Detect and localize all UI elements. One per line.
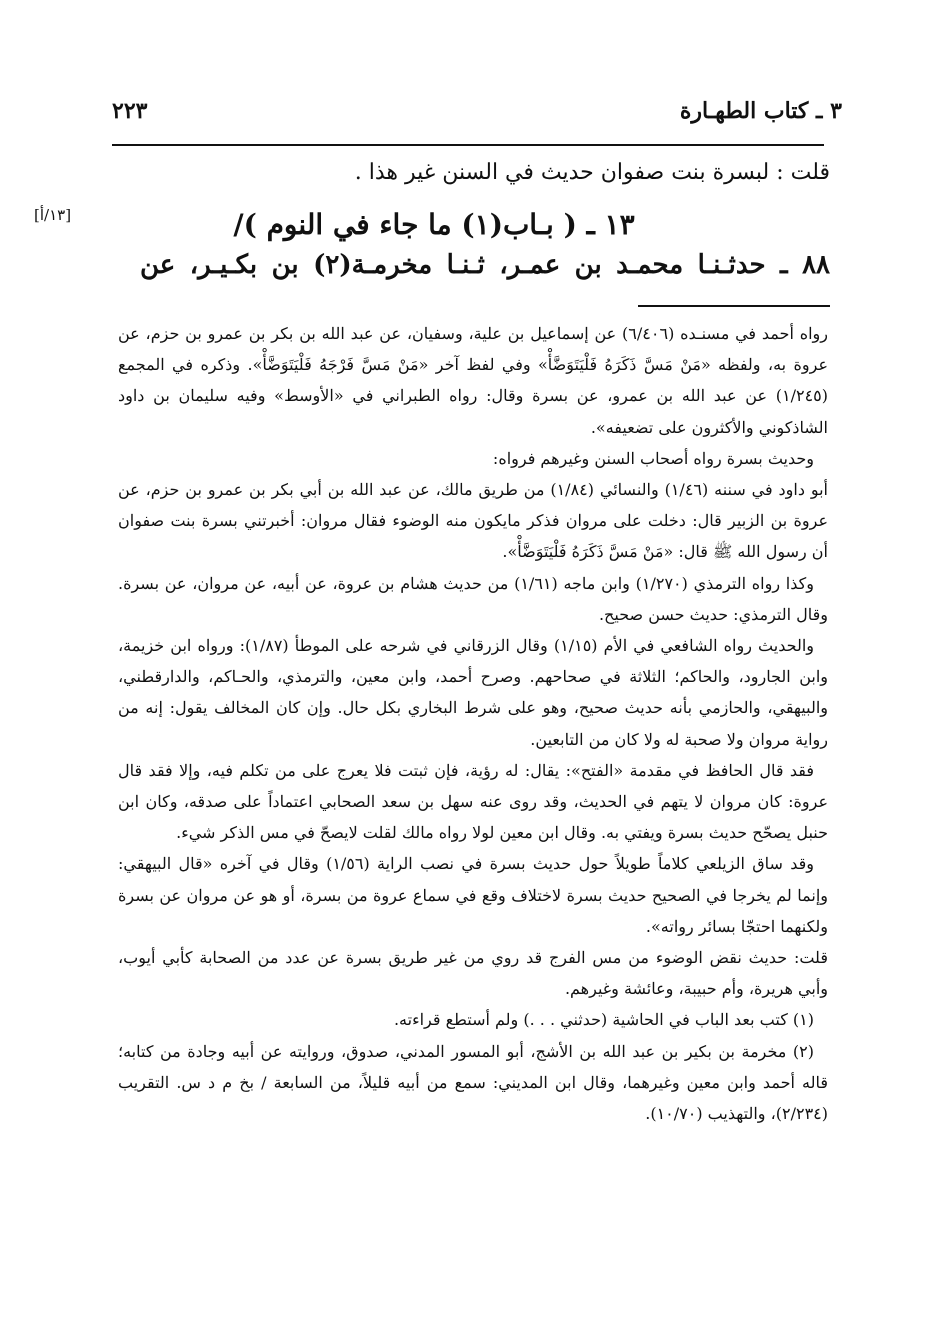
page-number: ٢٢٣ xyxy=(112,98,148,124)
footnote-paragraph: وقد ساق الزيلعي كلاماً طويلاً حول حديث بسرة في نصب الراية (١/٥٦) وقال في آخره «قال البيهقي: وإنما لم يخرجا في الصحيح حديث بسرة لاختلاف وقع في سماع عروة من بسرة، أو هو عن مروان عن بسرة ولكنهما احتجّا بسائر رواته». xyxy=(118,854,828,936)
chapter-heading: ١٣ ـ ( بـاب(١) ما جاء في النوم )/ xyxy=(233,208,635,241)
footnote-paragraph: فقد قال الحافظ في مقدمة «الفتح»: يقال: له رؤية، فإن ثبتت فلا يعرج على من تكلم فيه، وإلا فقد قال عروة: كان مروان لا يتهم في الحديث، وقد روى عنه سهل بن سعد الصحابي اعتماداً على صدقه، وكان ابن حنبل يصحّح حديث بسرة ويفتي به. وقال ابن معين لولا رواه مالك لقلت لايصحّ في مس الذكر شيء. xyxy=(118,760,828,843)
footnote-paragraph: رواه أحمد في مسنـده (٦/٤٠٦) عن إسماعيل بن علية، وسفيان، عن عبد الله بن بكر بن عمرو بن حزم، عن عروة به، ولفظه «مَنْ مَسَّ ذَكَرَهُ فَلْيَتَوَضَّأْ» وفي لفظ آخر «مَنْ مَسَّ فَرْجَهُ فَلْيَتَوَضَّأْ». وذكره في المجمع (١/٢٤٥) عن عبد الله بن عمرو، عن بسرة وقال: رواه الطبراني في «الأوسط» وفيه سليمان بن داود الشاذكوني والأكثرون على تضعيفه». xyxy=(118,324,828,437)
hadith-line: ٨٨ ـ حدثـنـا محمـد بن عمـر، ثـنـا مخرمـة(٢) بن بكـيـر، عن xyxy=(140,250,831,280)
footnote-rule xyxy=(638,305,830,307)
header-rule xyxy=(112,144,824,146)
running-header-title: ٣ ـ كتاب الطهـارة xyxy=(679,98,842,124)
footnote-paragraph: أبو داود في سننه (١/٤٦) والنسائي (١/٨٤) من طريق مالك، عن عبد الله بن أبي بكر بن عمرو بن حزم، عن عروة بن الزبير قال: دخلت على مروان فذكر مايكون منه الوضوء فقال مروان: أخبرتني بسرة بنت صفوان أن رسول الله ﷺ قال: «مَنْ مَسَّ ذَكَرَهُ فَلْيَتَوَضَّأْ». xyxy=(118,480,829,562)
footnote-paragraph: قلت: حديث نقض الوضوء من مس الفرج قد روي من غير طريق بسرة عن عدد من الصحابة كأبي أيوب، وأبي هريرة، وأم حبيبة، وعائشة وغيرهم. xyxy=(118,948,828,999)
margin-manuscript-ref: [١٣/أ] xyxy=(34,206,72,224)
footnote-paragraph: والحديث رواه الشافعي في الأم (١/١٥) وقال الزرقاني في شرحه على الموطأ (١/٨٧): ورواه ابن خزيمة، وابن الجارود، والحاكم؛ الثلاثة في صحاحهم. وصرح أحمد، وابن معين، والترمذي، والحـاكم، والدارقطني، والبيهقي، والحازمي بأنه حديث صحيح، وهو على شرط البخاري بكل حال. وإن كان المخالف يقول: إنه من رواية مروان ولا صحبة له ولا كان من التابعين. xyxy=(118,636,828,749)
footnote-paragraph: وكذا رواه الترمذي (١/٢٧٠) وابن ماجه (١/٦١) من حديث هشام بن عروة، عن أبيه، عن مروان، عن بسرة. وقال الترمذي: حديث حسن صحيح. xyxy=(118,573,828,624)
footnote-2: (٢) مخرمة بن بكير بن عبد الله بن الأشج، أبو المسور المدني، صدوق، وروايته عن أبيه وجادة من كتابه؛ قاله أحمد وابن معين وغيرهما، وقال ابن المديني: سمع من أبيه قليلاً، من السابعة / بخ م د س. التقريب (٢/٢٣٤)، والتهذيب (١٠/٧٠). xyxy=(118,1041,828,1124)
footnotes xyxy=(118,318,828,1129)
footnote-1: (١) كتب بعد الباب في الحاشية (حدثني . . .) ولم أستطع قراءته. xyxy=(393,1010,814,1030)
main-text-line: قلت : لبسرة بنت صفوان حديث في السنن غير هذا . xyxy=(354,160,830,185)
footnote-paragraph: وحديث بسرة رواه أصحاب السنن وغيرهم فرواه: xyxy=(492,448,814,468)
